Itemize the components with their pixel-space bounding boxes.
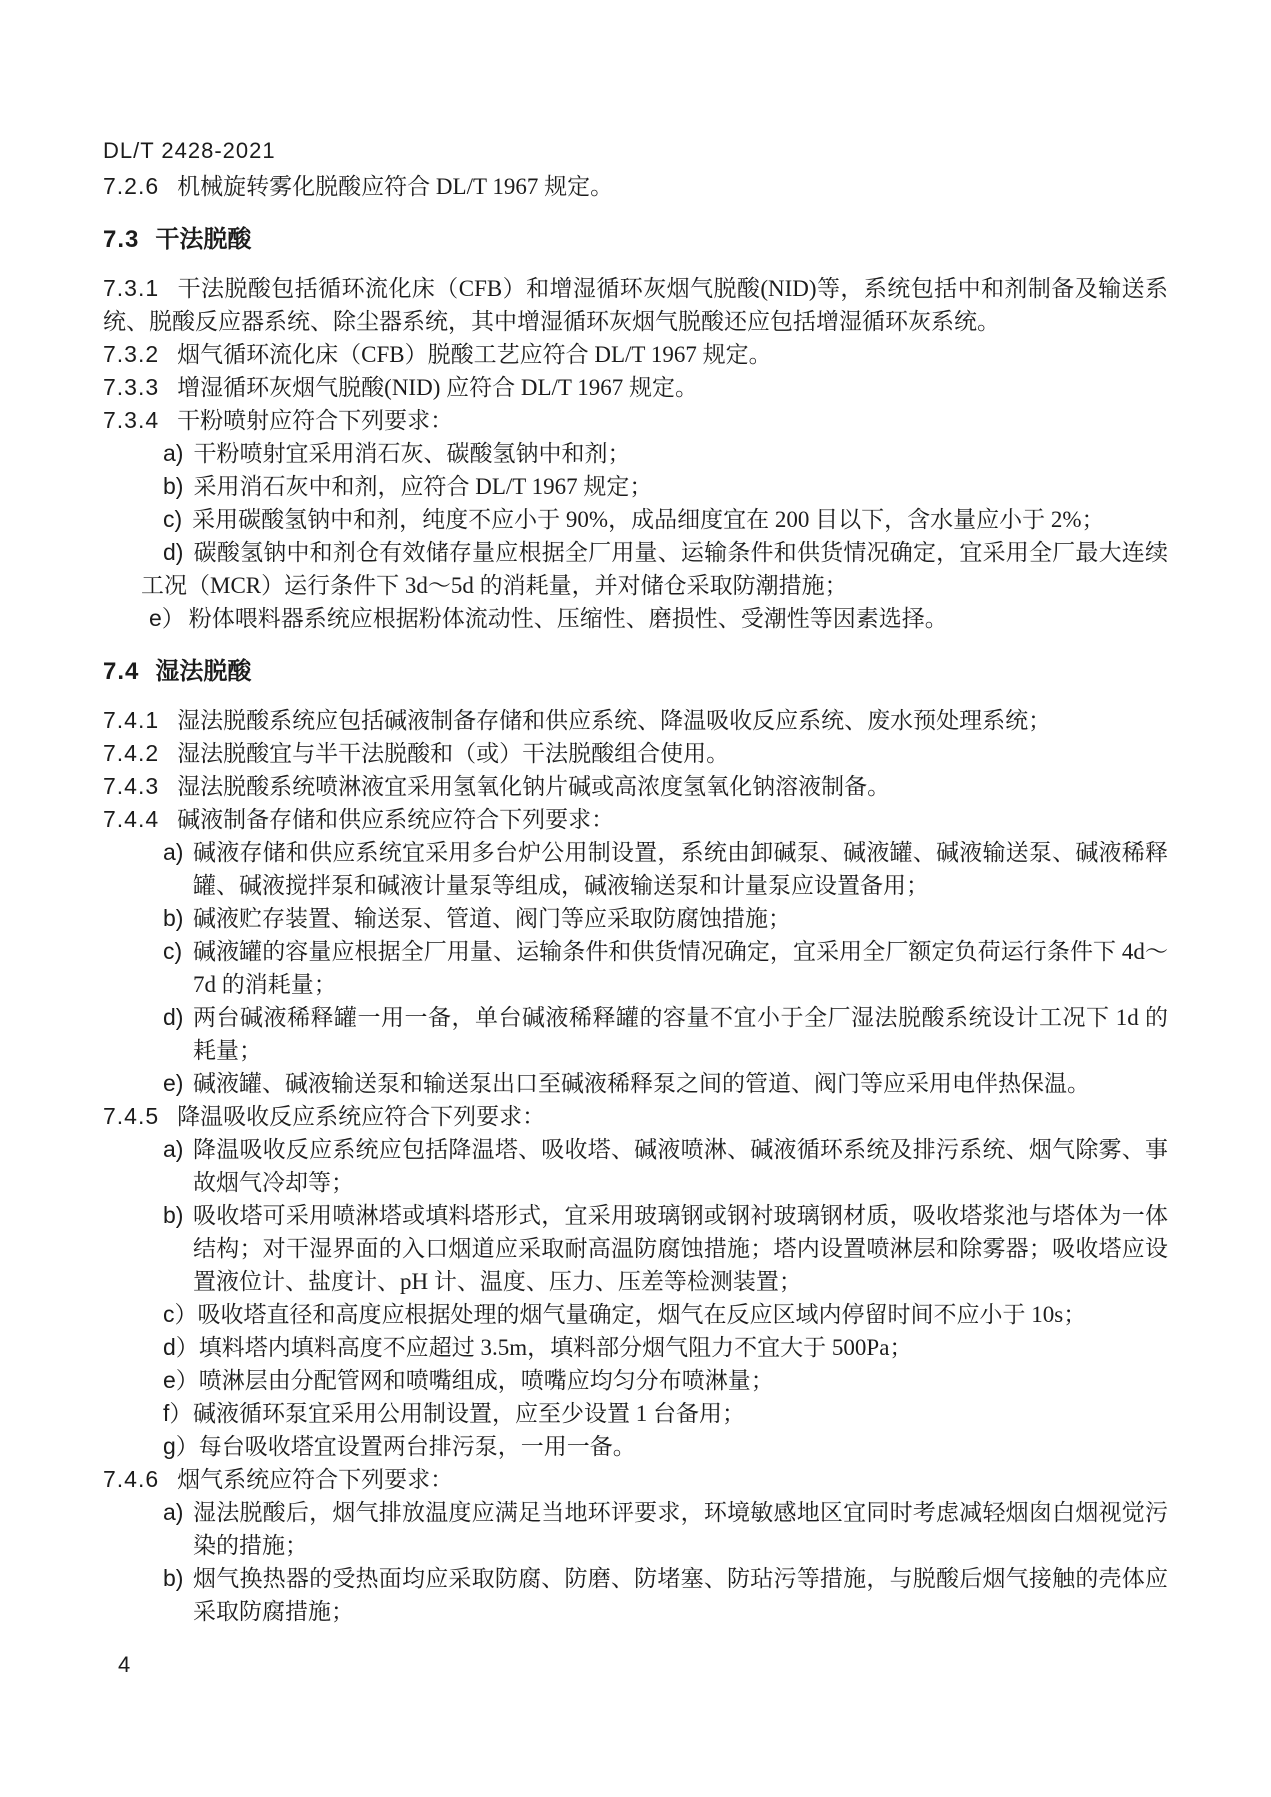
clause-7-4-5: [103, 1100, 1168, 1133]
item-marker: b): [163, 905, 184, 931]
item-text: 降温吸收反应系统应包括降温塔、吸收塔、碱液喷淋、碱液循环系统及排污系统、烟气除雾、事故烟气冷却等；: [193, 1137, 1168, 1195]
clause-7-3-1: [103, 272, 1168, 338]
list-item-a: [163, 1496, 1168, 1562]
item-marker: e）: [163, 1367, 199, 1393]
list-item-e: [163, 1067, 1168, 1100]
clause-number: 7.4.2: [103, 740, 160, 766]
clause-number: 7.3.1: [103, 275, 160, 301]
item-text: 碳酸氢钠中和剂仓有效储存量应根据全厂用量、运输条件和供货情况确定，宜采用全厂最大连续工况（MCR）运行条件下 3d～5d 的消耗量，并对储仓采取防潮措施；: [141, 540, 1168, 598]
clause-7-3-2: [103, 338, 1168, 371]
clause-7-4-3: [103, 770, 1168, 803]
list-item-b: [163, 1562, 1168, 1628]
heading-text: 湿法脱酸: [155, 658, 252, 685]
item-marker: b): [163, 1565, 184, 1591]
clause-text: 降温吸收反应系统应符合下列要求：: [177, 1104, 546, 1129]
item-text: 每台吸收塔宜设置两台排污泵，一用一备。: [198, 1434, 636, 1459]
clause-number: 7.4.4: [103, 806, 160, 832]
item-marker: g）: [163, 1433, 199, 1459]
item-text: 干粉喷射宜采用消石灰、碳酸氢钠中和剂；: [193, 441, 631, 466]
item-marker: b): [163, 473, 184, 499]
list-item-a: [141, 437, 1168, 470]
clause-text: 碱液制备存储和供应系统应符合下列要求：: [177, 807, 615, 832]
list-item-e: [163, 1364, 1168, 1397]
item-marker: e）: [149, 605, 185, 631]
section-heading-7-3: [103, 223, 1168, 256]
list-item-d: [163, 1331, 1168, 1364]
clause-number: 7.4.1: [103, 707, 160, 733]
item-marker: d）: [163, 1334, 199, 1360]
item-text: 两台碱液稀释罐一用一备，单台碱液稀释罐的容量不宜小于全厂湿法脱酸系统设计工况下 1d 的耗量；: [193, 1005, 1168, 1063]
item-text: 吸收塔直径和高度应根据处理的烟气量确定，烟气在反应区域内停留时间不应小于 10s；: [197, 1302, 1087, 1327]
section-heading-7-4: [103, 655, 1168, 688]
item-marker: b): [163, 1202, 184, 1228]
item-text: 喷淋层由分配管网和喷嘴组成，喷嘴应均匀分布喷淋量；: [198, 1368, 774, 1393]
item-text: 碱液罐的容量应根据全厂用量、运输条件和供货情况确定，宜采用全厂额定负荷运行条件下 4d～7d 的消耗量；: [193, 939, 1168, 997]
doc-code: DL/T 2428-2021: [103, 138, 276, 163]
list-item-a: [163, 1133, 1168, 1199]
clause-number: 7.4.6: [103, 1466, 160, 1492]
item-marker: c): [163, 938, 183, 964]
clause-text: 增湿循环灰烟气脱酸(NID) 应符合 DL/T 1967 规定。: [177, 375, 699, 400]
list-item-a: [163, 836, 1168, 902]
clause-number: 7.4.5: [103, 1103, 160, 1129]
item-text: 碱液罐、碱液输送泵和输送泵出口至碱液稀释泵之间的管道、阀门等应采用电伴热保温。: [193, 1071, 1090, 1096]
list-item-b: [163, 902, 1168, 935]
clause-text: 烟气循环流化床（CFB）脱酸工艺应符合 DL/T 1967 规定。: [177, 342, 772, 367]
list-item-e: [141, 602, 1168, 635]
clause-7-4-2: [103, 737, 1168, 770]
item-marker: e): [163, 1070, 184, 1096]
list-item-d: [141, 536, 1168, 602]
item-marker: a): [163, 839, 184, 865]
list-item-c: [163, 935, 1168, 1001]
item-text: 碱液贮存装置、输送泵、管道、阀门等应采取防腐蚀措施；: [193, 906, 791, 931]
clause-7-4-1: [103, 704, 1168, 737]
clause-7-3-4: [103, 404, 1168, 437]
clause-number: 7.2.6: [103, 173, 160, 199]
clause-text: 干粉喷射应符合下列要求：: [177, 408, 454, 433]
item-text: 碱液存储和供应系统宜采用多台炉公用制设置，系统由卸碱泵、碱液罐、碱液输送泵、碱液稀释罐、碱液搅拌泵和碱液计量泵等组成，碱液输送泵和计量泵应设置备用；: [193, 840, 1168, 898]
item-marker: c): [163, 506, 183, 532]
item-marker: a): [163, 1499, 184, 1525]
item-text: 烟气换热器的受热面均应采取防腐、防磨、防堵塞、防玷污等措施，与脱酸后烟气接触的壳体应采取防腐措施；: [193, 1566, 1168, 1624]
heading-text: 干法脱酸: [155, 226, 252, 253]
item-text: 采用消石灰中和剂，应符合 DL/T 1967 规定；: [193, 474, 653, 499]
heading-number: 7.3: [103, 226, 140, 253]
list-item-d: [163, 1001, 1168, 1067]
item-marker: d): [163, 539, 184, 565]
clause-text: 机械旋转雾化脱酸应符合 DL/T 1967 规定。: [177, 174, 614, 199]
item-text: 湿法脱酸后，烟气排放温度应满足当地环评要求，环境敏感地区宜同时考虑减轻烟囱白烟视觉污染的措施；: [193, 1500, 1168, 1558]
item-text: 采用碳酸氢钠中和剂，纯度不应小于 90%，成品细度宜在 200 目以下，含水量应小于 2%；: [192, 507, 1105, 532]
clause-text: 湿法脱酸系统应包括碱液制备存储和供应系统、降温吸收反应系统、废水预处理系统；: [177, 708, 1052, 733]
clause-number: 7.3.4: [103, 407, 160, 433]
clause-7-4-6: [103, 1463, 1168, 1496]
item-marker: c）: [163, 1301, 198, 1327]
item-marker: d): [163, 1004, 184, 1030]
clause-number: 7.3.2: [103, 341, 160, 367]
item-marker: a): [163, 1136, 184, 1162]
page-number: 4: [118, 1652, 131, 1677]
item-marker: a): [163, 440, 184, 466]
item-text: 碱液循环泵宜采用公用制设置，应至少设置 1 台备用；: [193, 1401, 745, 1426]
item-text: 粉体喂料器系统应根据粉体流动性、压缩性、磨损性、受潮性等因素选择。: [188, 606, 948, 631]
clause-text: 湿法脱酸宜与半干法脱酸和（或）干法脱酸组合使用。: [177, 741, 730, 766]
list-item-c: [163, 1298, 1168, 1331]
heading-number: 7.4: [103, 658, 140, 685]
list-item-b: [141, 470, 1168, 503]
list-item-g: [163, 1430, 1168, 1463]
item-marker: f）: [163, 1400, 193, 1426]
clause-text: 烟气系统应符合下列要求：: [177, 1467, 454, 1492]
item-text: 填料塔内填料高度不应超过 3.5m，填料部分烟气阻力不宜大于 500Pa；: [198, 1335, 913, 1360]
clause-7-3-3: [103, 371, 1168, 404]
list-item-f: [163, 1397, 1168, 1430]
clause-number: 7.3.3: [103, 374, 160, 400]
clause-number: 7.4.3: [103, 773, 160, 799]
clause-text: 干法脱酸包括循环流化床（CFB）和增湿循环灰烟气脱酸(NID)等，系统包括中和剂制备及输送系统、脱酸反应器系统、除尘器系统，其中增湿循环灰烟气脱酸还应包括增湿循环灰系统。: [103, 276, 1168, 334]
clause-text: 湿法脱酸系统喷淋液宜采用氢氧化钠片碱或高浓度氢氧化钠溶液制备。: [177, 774, 891, 799]
clause-7-2-6: [103, 170, 1168, 203]
item-text: 吸收塔可采用喷淋塔或填料塔形式，宜采用玻璃钢或钢衬玻璃钢材质，吸收塔浆池与塔体为一体结构；对干湿界面的入口烟道应采取耐高温防腐蚀措施；塔内设置喷淋层和除雾器；吸收塔应设置液位计、盐度计、pH 计、温度、压力、压差等检测装置；: [193, 1203, 1168, 1294]
list-item-b: [163, 1199, 1168, 1298]
clause-7-4-4: [103, 803, 1168, 836]
list-item-c: [141, 503, 1168, 536]
